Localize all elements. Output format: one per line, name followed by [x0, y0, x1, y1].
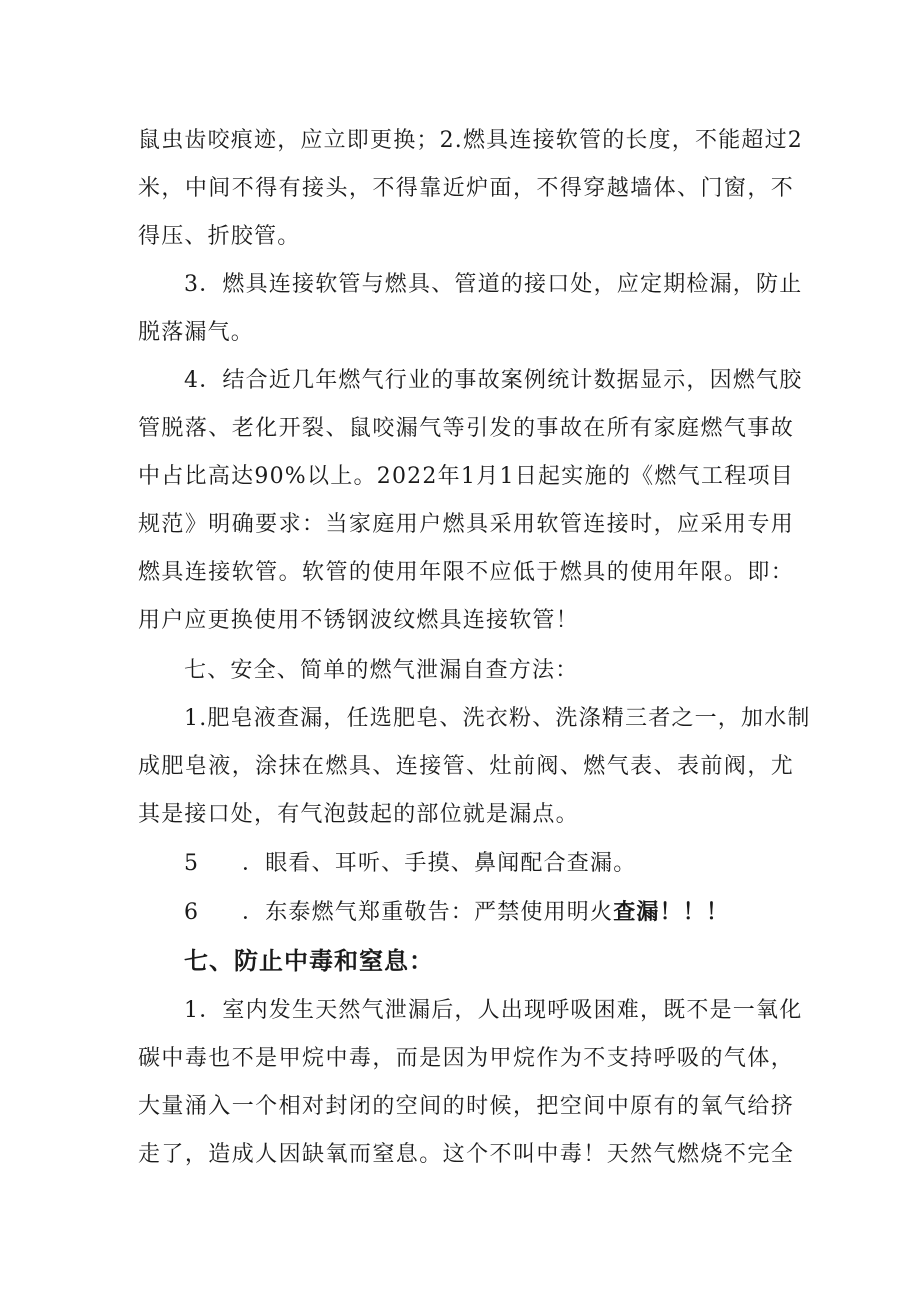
- leak-item-1-line: 其是接口处，有气泡鼓起的部位就是漏点。: [138, 802, 579, 827]
- item-number: 6: [184, 900, 200, 925]
- item-4-line: 规范》明确要求：当家庭用户燃具采用软管连接时，应采用专用: [138, 512, 794, 537]
- section-title-poisoning: 七、防止中毒和窒息：: [184, 947, 434, 975]
- item-text: ．眼看、耳听、手摸、鼻闻配合查漏。: [242, 851, 637, 876]
- item-4-line: 管脱落、老化开裂、鼠咬漏气等引发的事故在所有家庭燃气事故: [138, 416, 794, 441]
- poison-item-1-line: 1．室内发生天然气泄漏后，人出现呼吸困难，既不是一氧化: [184, 998, 803, 1023]
- leak-item-6: [184, 898, 794, 928]
- poison-item-1-line: 走了，造成人因缺氧而窒息。这个不叫中毒！天然气燃烧不完全: [138, 1142, 794, 1167]
- paragraph-line: 米，中间不得有接头，不得靠近炉面，不得穿越墙体、门窗，不: [138, 176, 794, 201]
- item-number: 5: [184, 851, 200, 876]
- item-emphasis: 查漏！！！: [613, 900, 730, 925]
- paragraph-line: 得压、折胶管。: [138, 224, 301, 249]
- leak-item-1-line: 1.肥皂液查漏，任选肥皂、洗衣粉、洗涤精三者之一，加水制: [184, 706, 811, 731]
- item-3-line: 脱落漏气。: [138, 320, 255, 345]
- item-4-line: 用户应更换使用不锈钢波纹燃具连接软管！: [138, 608, 579, 633]
- leak-item-1-line: 成肥皂液，涂抹在燃具、连接管、灶前阀、燃气表、表前阀，尤: [138, 754, 794, 779]
- section-title-leak-check: 七、安全、简单的燃气泄漏自查方法：: [184, 658, 579, 683]
- item-4-line: 4．结合近几年燃气行业的事故案例统计数据显示，因燃气胶: [184, 368, 803, 393]
- paragraph-line: 鼠虫齿咬痕迹，应立即更换；2.燃具连接软管的长度，不能超过2: [138, 128, 803, 153]
- leak-item-5: [184, 849, 794, 879]
- item-4-line: 中占比高达90%以上。2022年1月1日起实施的《燃气工程项目: [138, 464, 794, 489]
- poison-item-1-line: 碳中毒也不是甲烷中毒，而是因为甲烷作为不支持呼吸的气体，: [138, 1046, 794, 1071]
- poison-item-1-line: 大量涌入一个相对封闭的空间的时候，把空间中原有的氧气给挤: [138, 1094, 794, 1119]
- item-3-line: 3．燃具连接软管与燃具、管道的接口处，应定期检漏，防止: [184, 272, 803, 297]
- item-4-line: 燃具连接软管。软管的使用年限不应低于燃具的使用年限。即：: [138, 560, 794, 585]
- item-text: ．东泰燃气郑重敬告：严禁使用明火: [242, 900, 614, 925]
